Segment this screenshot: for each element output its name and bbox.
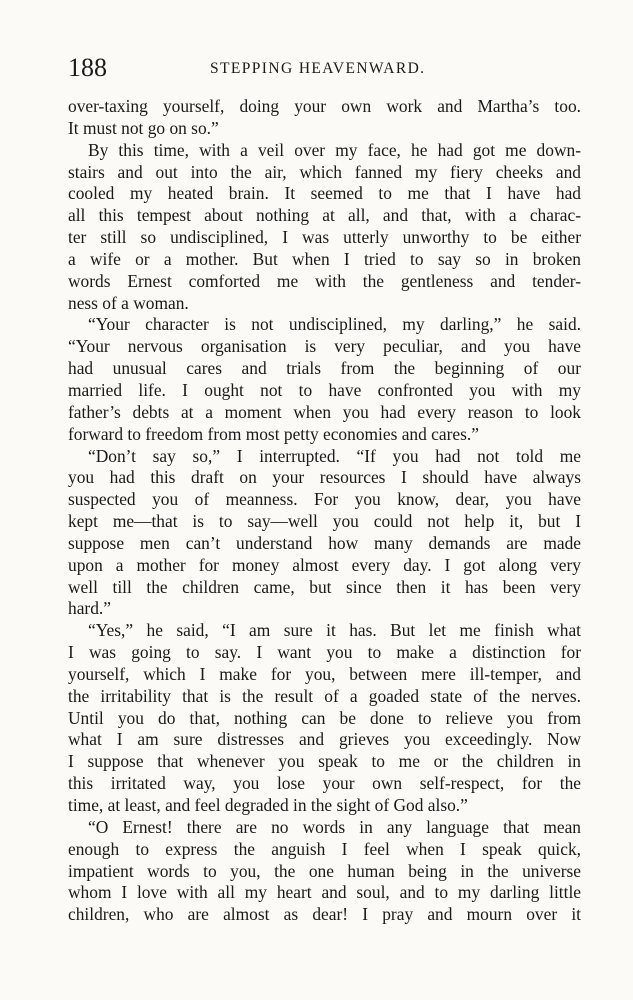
running-title: STEPPING HEAVENWARD. (210, 60, 426, 77)
text-line: over-taxing yourself, doing your own work and Martha’s too. (68, 96, 581, 116)
text-line: “O Ernest! there are no words in any language that mean (88, 816, 581, 837)
text-line: cooled my heated brain. It seemed to me that I have had (68, 183, 581, 204)
text-line: had unusual cares and trials from the beginning of our (68, 358, 581, 379)
text-line: a wife or a mother. But when I tried to say so in broken (68, 248, 581, 269)
running-head (68, 52, 581, 84)
text-line: forward to freedom from most petty economies and cares.” (68, 423, 479, 444)
body-text (68, 96, 581, 926)
text-line: stairs and out into the air, which fanned my fiery cheeks and (68, 161, 581, 182)
text-line: upon a mother for money almost every day. I got along very (68, 554, 581, 575)
text-line: enough to express the anguish I feel when I speak quick, (68, 838, 581, 859)
text-line: this irritated way, you lose your own self-respect, for the (68, 773, 581, 794)
text-line: all this tempest about nothing at all, and that, with a charac- (68, 205, 581, 226)
text-line: you had this draft on your resources I should have always (68, 467, 581, 488)
text-line: time, at least, and feel degraded in the sight of God also.” (68, 795, 468, 815)
text-line: It must not go on so.” (68, 117, 219, 138)
text-line: well till the children came, but since then it has been very (68, 576, 581, 597)
text-line: “Don’t say so,” I interrupted. “If you had not told me (88, 445, 581, 466)
text-line: father’s debts at a moment when you had every reason to look (68, 401, 581, 422)
text-line: “Yes,” he said, “I am sure it has. But let me finish what (88, 620, 581, 641)
page-number: 188 (68, 53, 107, 82)
text-line: whom I love with all my heart and soul, and to my darling little (68, 882, 581, 903)
text-line: ter still so undisciplined, I was utterly unworthy to be either (68, 227, 581, 248)
text-line: married life. I ought not to have confronted you with my (68, 379, 581, 400)
text-line: kept me—that is to say—well you could not help it, but I (68, 511, 581, 532)
text-line: “Your character is not undisciplined, my darling,” he said. (88, 314, 581, 335)
text-line: “Your nervous organisation is very peculiar, and you have (68, 336, 581, 357)
text-line: By this time, with a veil over my face, he had got me down- (88, 139, 581, 160)
text-line: I was going to say. I want you to make a distinction for (68, 642, 581, 663)
text-line: ness of a woman. (68, 292, 189, 313)
text-line: what I am sure distresses and grieves you exceedingly. Now (68, 729, 581, 750)
text-line: hard.” (68, 598, 111, 619)
text-line: Until you do that, nothing can be done to relieve you from (68, 707, 581, 728)
text-line: children, who are almost as dear! I pray and mourn over it (68, 904, 581, 925)
text-line: suspected you of meanness. For you know, dear, you have (68, 489, 581, 510)
text-line: suppose men can’t understand how many demands are made (68, 532, 581, 553)
text-line: words Ernest comforted me with the gentleness and tender- (68, 270, 581, 291)
text-line: yourself, which I make for you, between mere ill-temper, and (68, 663, 581, 684)
text-line: the irritability that is the result of a goaded state of the nerves. (68, 685, 581, 706)
text-line: impatient words to you, the one human being in the universe (68, 860, 581, 881)
text-line: I suppose that whenever you speak to me or the children in (68, 751, 581, 772)
